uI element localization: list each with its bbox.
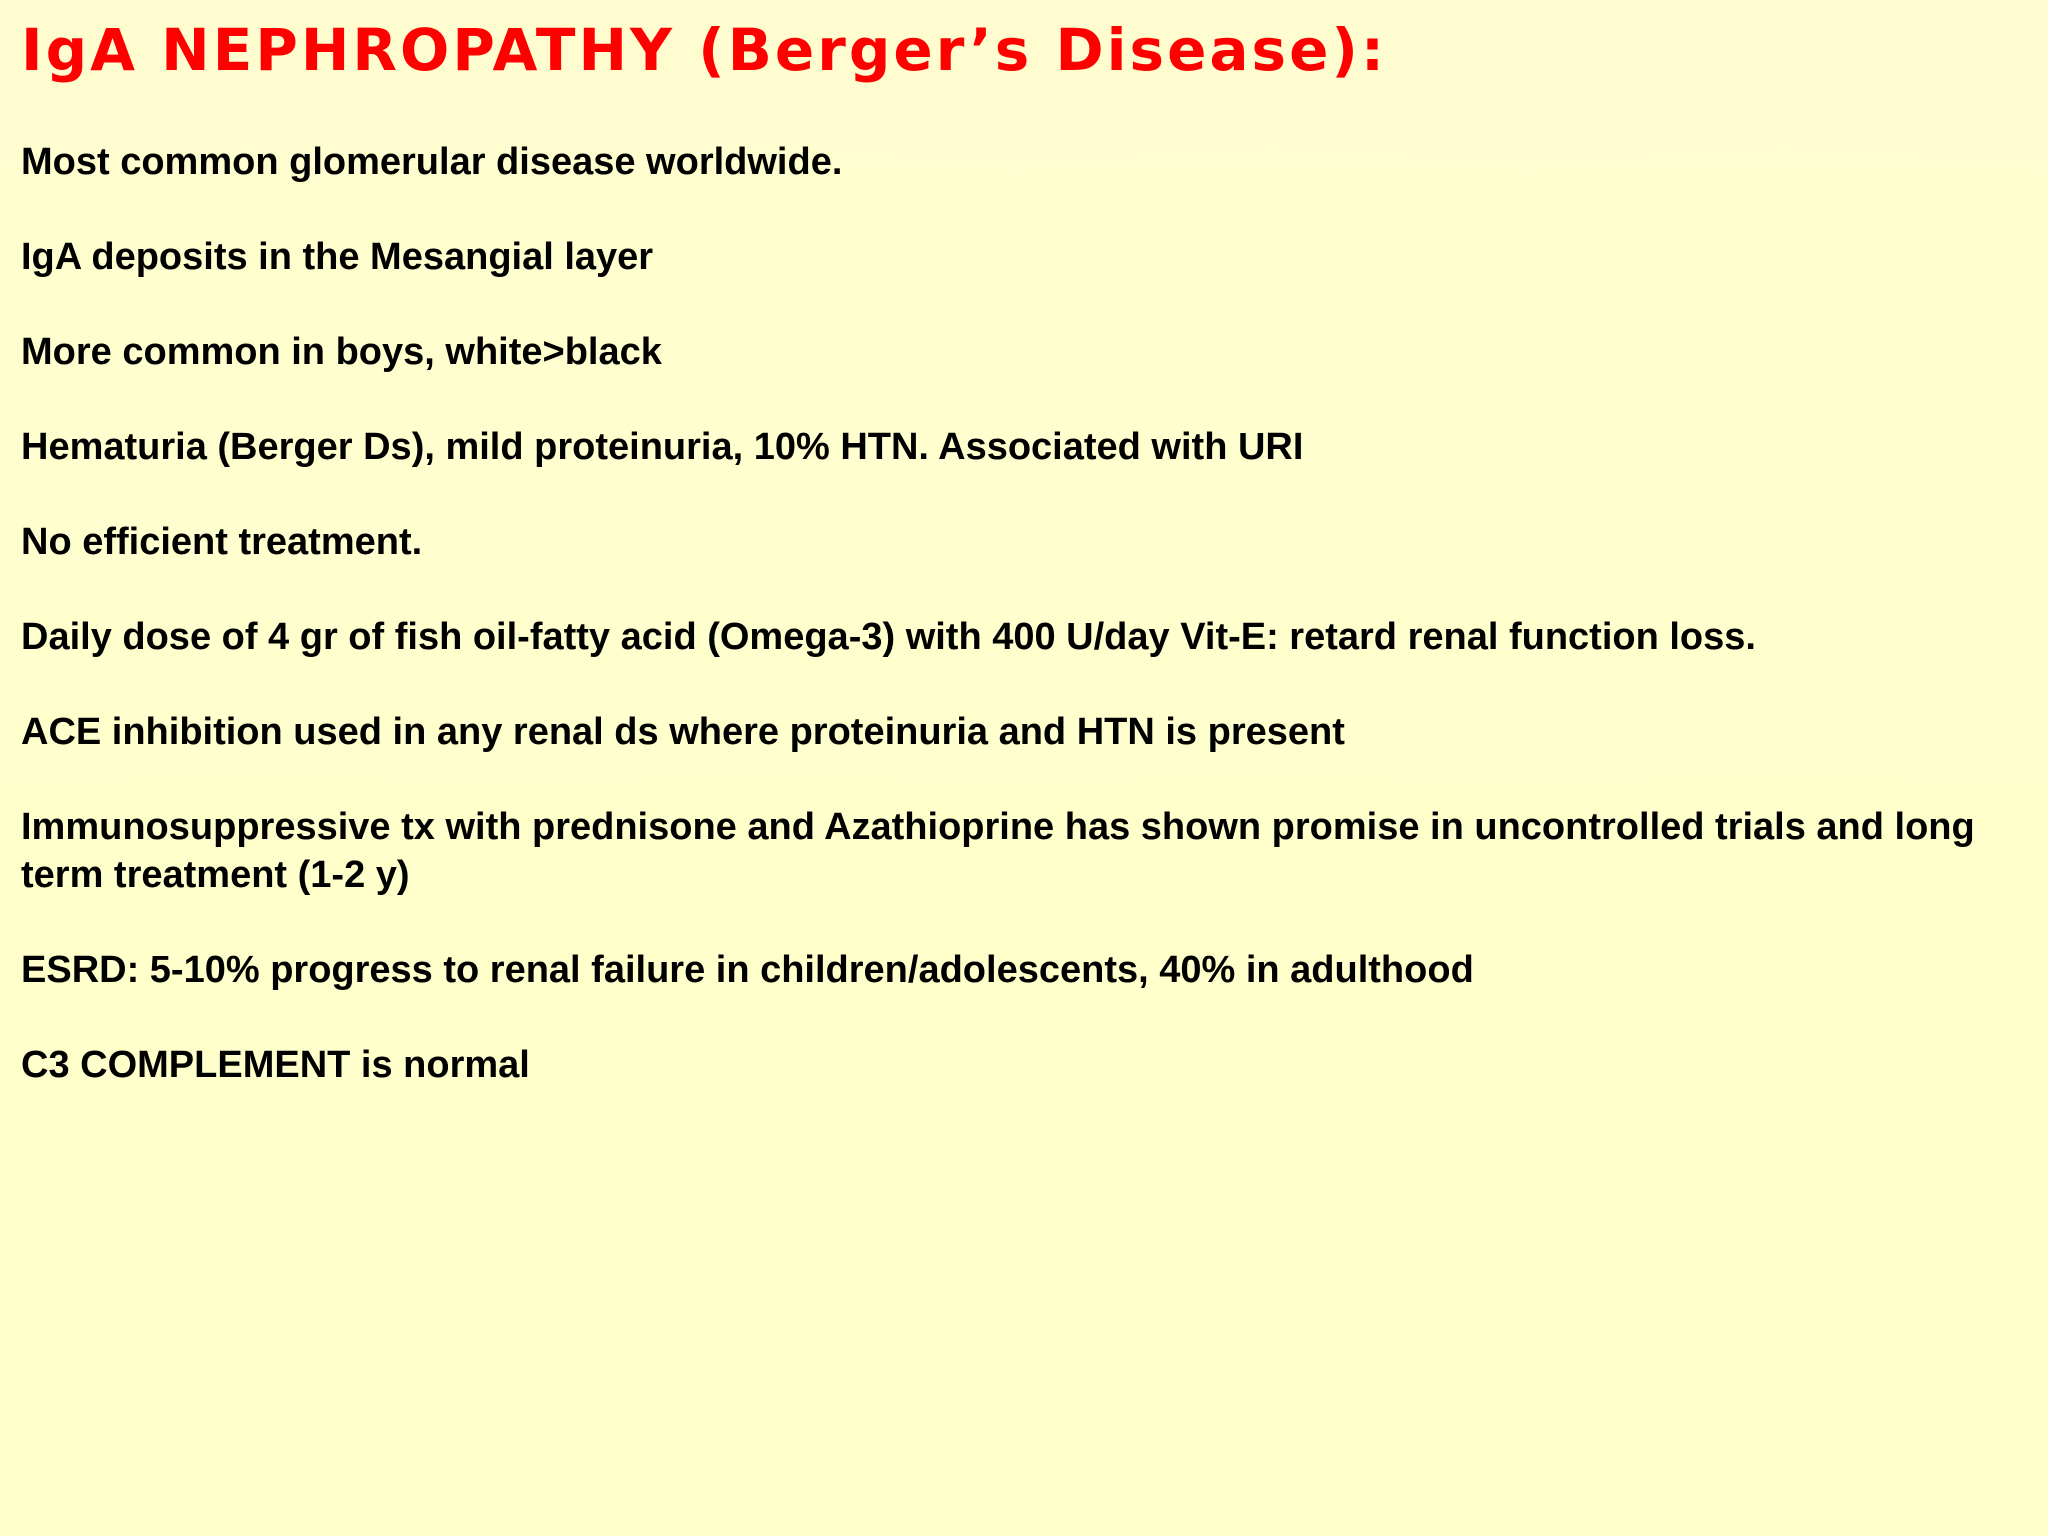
bullet-item-hematuria: Hematuria (Berger Ds), mild proteinuria, 10% HTN. Associated with URI [21, 426, 1304, 468]
slide-title: IgA NEPHROPATHY (Berger’s Disease): [21, 16, 1388, 84]
bullet-item-immunosuppressive: Immunosuppressive tx with prednisone and Azathioprine has shown promise in uncontrolled trials and long term treatment (1-2 y) [21, 806, 1975, 896]
bullet-item-fish-oil: Daily dose of 4 gr of fish oil-fatty acid (Omega-3) with 400 U/day Vit-E: retard renal function loss. [21, 616, 1756, 658]
bullet-item-ace-inhibition: ACE inhibition used in any renal ds where proteinuria and HTN is present [21, 711, 1345, 753]
bullet-item-most-common: Most common glomerular disease worldwide. [21, 141, 843, 183]
bullet-item-esrd: ESRD: 5-10% progress to renal failure in children/adolescents, 40% in adulthood [21, 949, 1474, 991]
bullet-list [21, 138, 2021, 1136]
bullet-item-no-treatment: No efficient treatment. [21, 521, 423, 563]
bullet-item-iga-deposits: IgA deposits in the Mesangial layer [21, 236, 654, 278]
bullet-item-c3-complement: C3 COMPLEMENT is normal [21, 1044, 530, 1086]
bullet-item-demographics: More common in boys, white>black [21, 331, 662, 373]
